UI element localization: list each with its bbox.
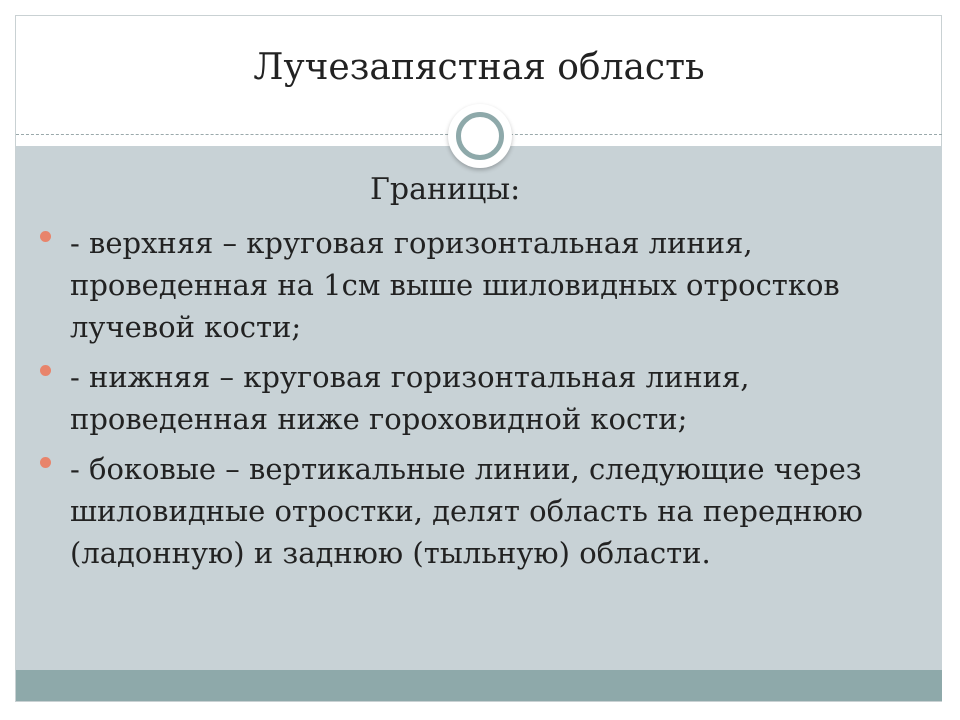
slide-title: Лучезапястная область xyxy=(253,47,705,88)
bullet-list xyxy=(40,222,900,582)
bullet-dot-icon xyxy=(40,457,51,468)
bullet-text: - боковые – вертикальные линии, следующие через шиловидные отростки, делят область на переднюю (ладонную) и заднюю (тыльную) области. xyxy=(70,452,863,570)
bullet-dot-icon xyxy=(40,365,51,376)
bullet-item-upper xyxy=(40,222,900,348)
bullet-text: - верхняя – круговая горизонтальная линия, проведенная на 1см выше шиловидных отростков лучевой кости; xyxy=(70,226,840,344)
bottom-band xyxy=(16,670,942,701)
ring-inner xyxy=(456,112,504,160)
bullet-item-lateral xyxy=(40,448,900,574)
ring-icon xyxy=(448,104,512,168)
subtitle: Границы: xyxy=(370,172,521,207)
bullet-dot-icon xyxy=(40,231,51,242)
bullet-item-lower xyxy=(40,356,900,440)
bullet-text: - нижняя – круговая горизонтальная линия, проведенная ниже гороховидной кости; xyxy=(70,360,750,436)
